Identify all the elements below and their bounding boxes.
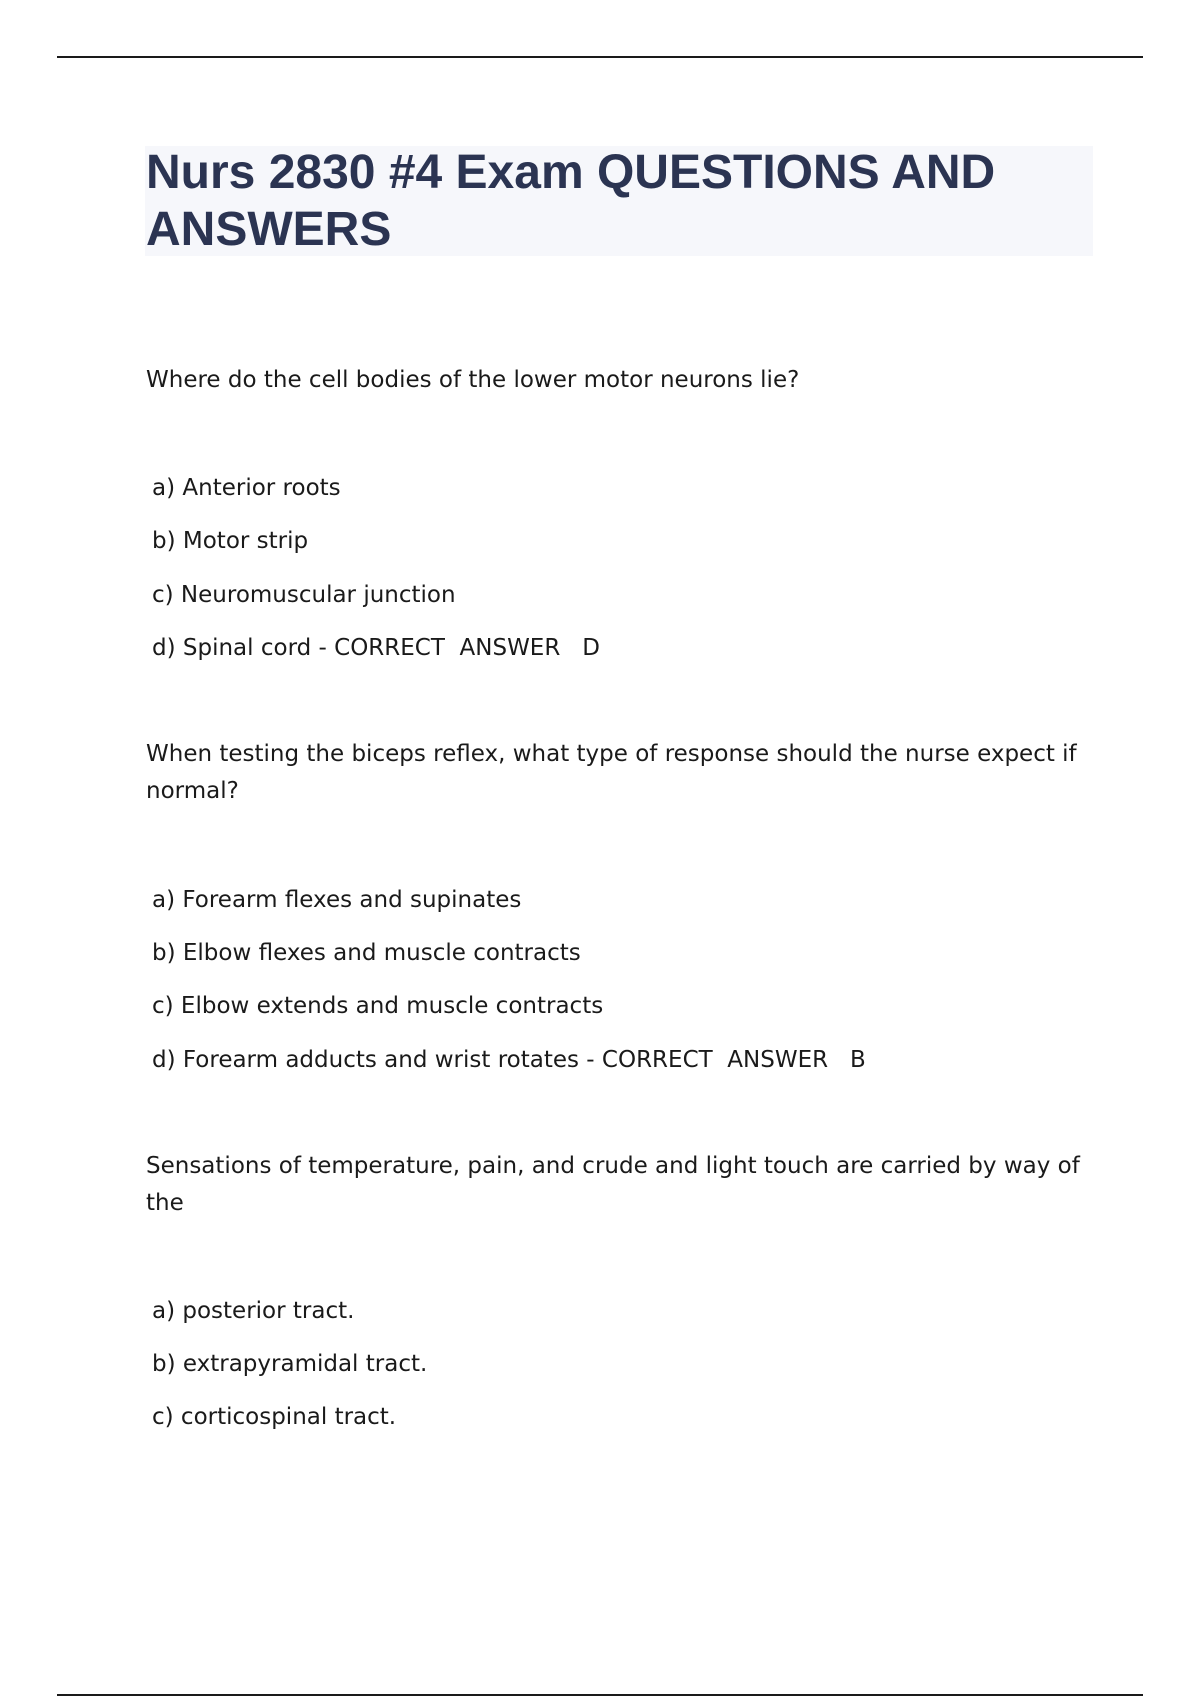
question-1-text: Where do the cell bodies of the lower motor neurons lie? [146, 367, 800, 393]
question-2-option-a: a) Forearm flexes and supinates [152, 887, 522, 913]
question-1-option-b: b) Motor strip [152, 528, 309, 554]
document-title: Nurs 2830 #4 Exam QUESTIONS AND ANSWERS [146, 146, 996, 256]
question-2-option-c: c) Elbow extends and muscle contracts [152, 993, 604, 1019]
question-1-option-c: c) Neuromuscular junction [152, 582, 456, 608]
question-2-option-b: b) Elbow flexes and muscle contracts [152, 940, 581, 966]
question-2-text: When testing the biceps reflex, what type of response should the nurse expect if normal? [146, 741, 1077, 804]
question-3-option-c: c) corticospinal tract. [152, 1404, 397, 1430]
top-rule [57, 56, 1143, 58]
question-3-option-a: a) posterior tract. [152, 1298, 355, 1324]
question-2-option-d: d) Forearm adducts and wrist rotates - CORRECT ANSWER B [152, 1047, 866, 1073]
question-1-option-d: d) Spinal cord - CORRECT ANSWER D [152, 635, 600, 661]
bottom-rule [57, 1694, 1143, 1696]
question-3-option-b: b) extrapyramidal tract. [152, 1351, 428, 1377]
question-1-option-a: a) Anterior roots [152, 475, 341, 501]
question-3-text: Sensations of temperature, pain, and crude and light touch are carried by way of the [146, 1153, 1080, 1216]
